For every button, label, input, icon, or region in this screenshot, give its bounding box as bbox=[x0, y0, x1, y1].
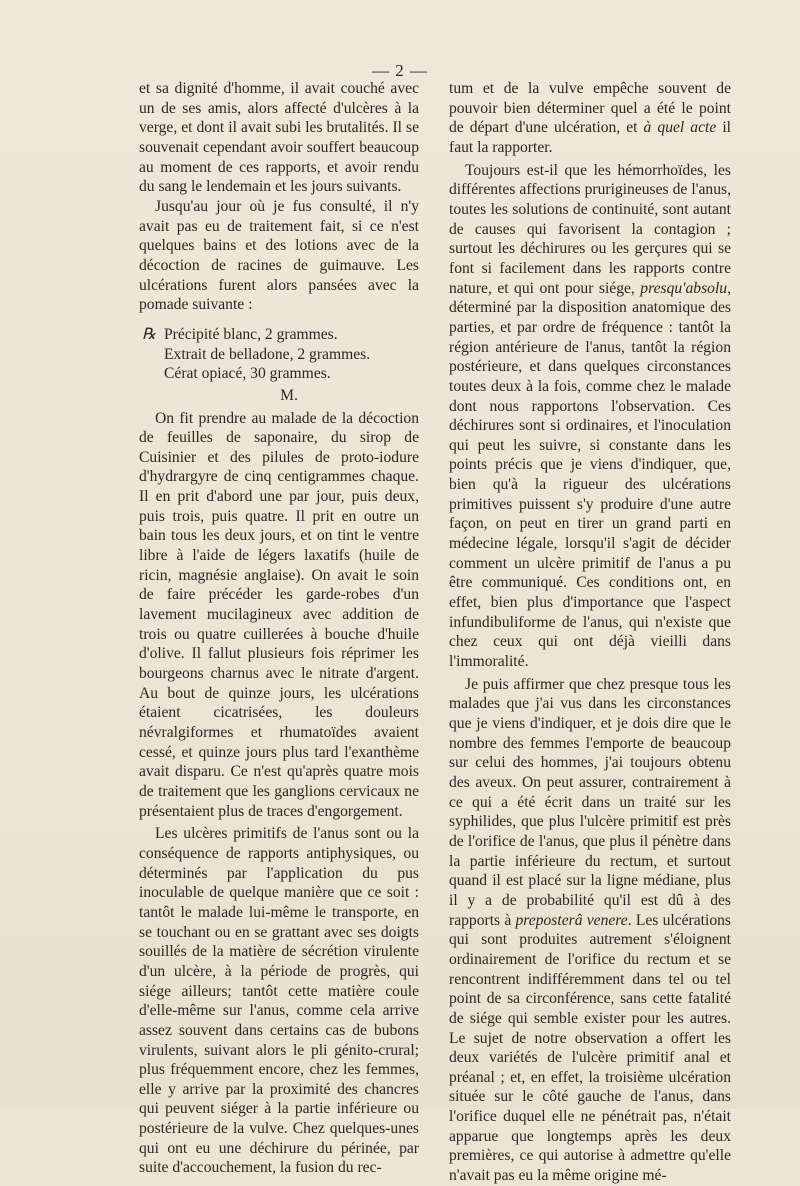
emphasis-prepostera-venere: preposterâ venere bbox=[515, 911, 628, 929]
prescription-signature: M. bbox=[280, 386, 298, 404]
right-column bbox=[449, 79, 731, 1186]
prescription bbox=[142, 325, 419, 384]
left-paragraph-4: Les ulcères primitifs de l'anus sont ou la conséquence de rapports antiphysiques, ou déterminés par l'application du pus inoculable de quelque manière que ce soit : tantôt le malade lui-même le transporte, en se touchant ou en se grattant avec ses doigts souillés de la matière de sécrétion virulente d'un ulcère, à la période de progrès, qui siége ailleurs; tantôt cette matière coule d'elle-même sur l'anus, comme cela arrive assez souvent dans certains cas de bubons virulents, suivant alors le pli génito-crural; plus fréquemment encore, chez les femmes, elle y arrive par la proximité des chancres qui peuvent siéger à la partie inférieure ou postérieure de la vulve. Chez quelques-unes qui ont eu une déchirure du périnée, par suite d'accouchement, la fusion du rec- bbox=[139, 825, 419, 1177]
page-number: — 2 — bbox=[372, 61, 428, 80]
left-paragraph-3: On fit prendre au malade de la décoction de feuilles de saponaire, du sirop de Cuisinier et des pilules de proto-iodure d'hydrargyre de cinq centigrammes chaque. Il en prit d'abord une par jour, puis deux, puis trois, puis quatre. Il prit en outre un bain tous les deux jours, et on tint le ventre libre à l'aide de légers laxatifs (huile de ricin, magnésie anglaise). On avait le soin de faire précéder les garde-robes d'un lavement mucilagineux avec addition de trois ou quatre cuillerées à bouche d'huile d'olive. Il fallut plusieurs fois réprimer les bourgeons charnus avec le nitrate d'argent. Au bout de quinze jours, les ulcérations étaient cicatrisées, les douleurs névralgiformes et rhumatoïdes avaient cessé, et quinze jours plus tard l'exanthème avait disparu. Ce n'est qu'après quatre mois de traitement que les ganglions cervicaux ne présentaient plus de traces d'engorgement. bbox=[139, 409, 419, 820]
right-paragraph-2: Toujours est-il que les hémorrhoïdes, les différentes affections prurigineuses de l'anus, toutes les solutions de continuité, sont autant de causes qui favorisent la contagion ; surtout les déchirures ou les gerçures qui se font si facilement dans les rapports contre nature, et qui ont pour siége, presqu'absolu, déterminé par la disposition anatomique des parties, et par ordre de fréquence : tantôt la région antérieure de l'anus, tantôt la région postérieure, et dans quelques circonstances toutes deux à la fois, comme chez le malade dont nous rapportons l'observation. Ces déchirures sont si ordinaires, et l'inoculation qui peut les suivre, si constante dans les points précis que je viens d'indiquer, que, bien qu'à la rigueur des ulcérations primitives puissent s'y produire d'une autre façon, on peut en tirer un grand parti en médecine légale, lorsqu'il s'agit de décider comment un ulcère primitif de l'anus a pu être communiqué. Ces conditions ont, en effet, bien plus d'importance que l'aspect infundibuliforme de l'anus, qui n'existe que chez ceux qui ont déjà vieilli dans l'immoralité. bbox=[449, 161, 731, 671]
left-column bbox=[139, 79, 419, 1178]
emphasis-a-quel-acte: à quel acte bbox=[643, 119, 717, 137]
left-paragraph-1: et sa dignité d'homme, il avait couché avec un de ses amis, alors affecté d'ulcères à la verge, et dont il avait subi les brutalités. Il se souvenait cependant avoir souffert beaucoup au moment de ces rapports, et avoir rendu du sang le lendemain et les jours suivants. bbox=[139, 80, 419, 196]
prescription-line-2: Extrait de belladone, 2 grammes. bbox=[164, 345, 371, 363]
prescription-line-3: Cérat opiacé, 30 grammes. bbox=[164, 365, 331, 383]
emphasis-presqu-absolu: presqu'absolu bbox=[640, 279, 728, 297]
right-paragraph-1: tum et de la vulve empêche souvent de pouvoir bien déterminer quel a été le point de départ d'une ulcération, et à quel acte il faut la rapporter. bbox=[449, 80, 731, 156]
left-paragraph-2: Jusqu'au jour où je fus consulté, il n'y avait pas eu de traitement fait, si ce n'est quelques bains et des lotions avec de la décoction de racines de guimauve. Les ulcérations furent alors pansées avec la pomade suivante : bbox=[139, 197, 419, 314]
right-paragraph-3: Je puis affirmer que chez presque tous les malades que j'ai vus dans les circonstances que je viens d'indiquer, et je dois dire que le nombre des femmes l'emporte de beaucoup sur celui des hommes, j'ai toujours obtenu des aveux. On peut assurer, contrairement à ce qui a été écrit dans un traité sur les syphilides, que plus l'ulcère primitif est près de l'orifice de l'anus, que plus il pénètre dans la partie inférieure du rectum, et surtout quand il est placé sur la ligne médiane, plus il y a de probabilité qu'il est dû à des rapports à preposterâ venere. Les ulcérations qui sont produites autrement s'éloignent ordinairement de l'orifice du rectum et se rencontrent indifféremment dans tel ou tel point de sa circonférence, sans cette fatalité de siége qui semble exister pour les autres. Le sujet de notre observation a offert les deux variétés de l'ulcère primitif anal et préanal ; et, en effet, la troisième ulcération située sur le côté gauche de l'anus, dans l'orifice duquel elle ne pénétrait pas, n'était apparue que longtemps après les deux premières, ce qui autorise à admettre qu'elle n'avait pas eu la même origine mé- bbox=[449, 675, 732, 1185]
prescription-line-1: ℞ Précipité blanc, 2 grammes. bbox=[142, 325, 338, 343]
recipe-symbol-icon: ℞ bbox=[142, 325, 156, 343]
